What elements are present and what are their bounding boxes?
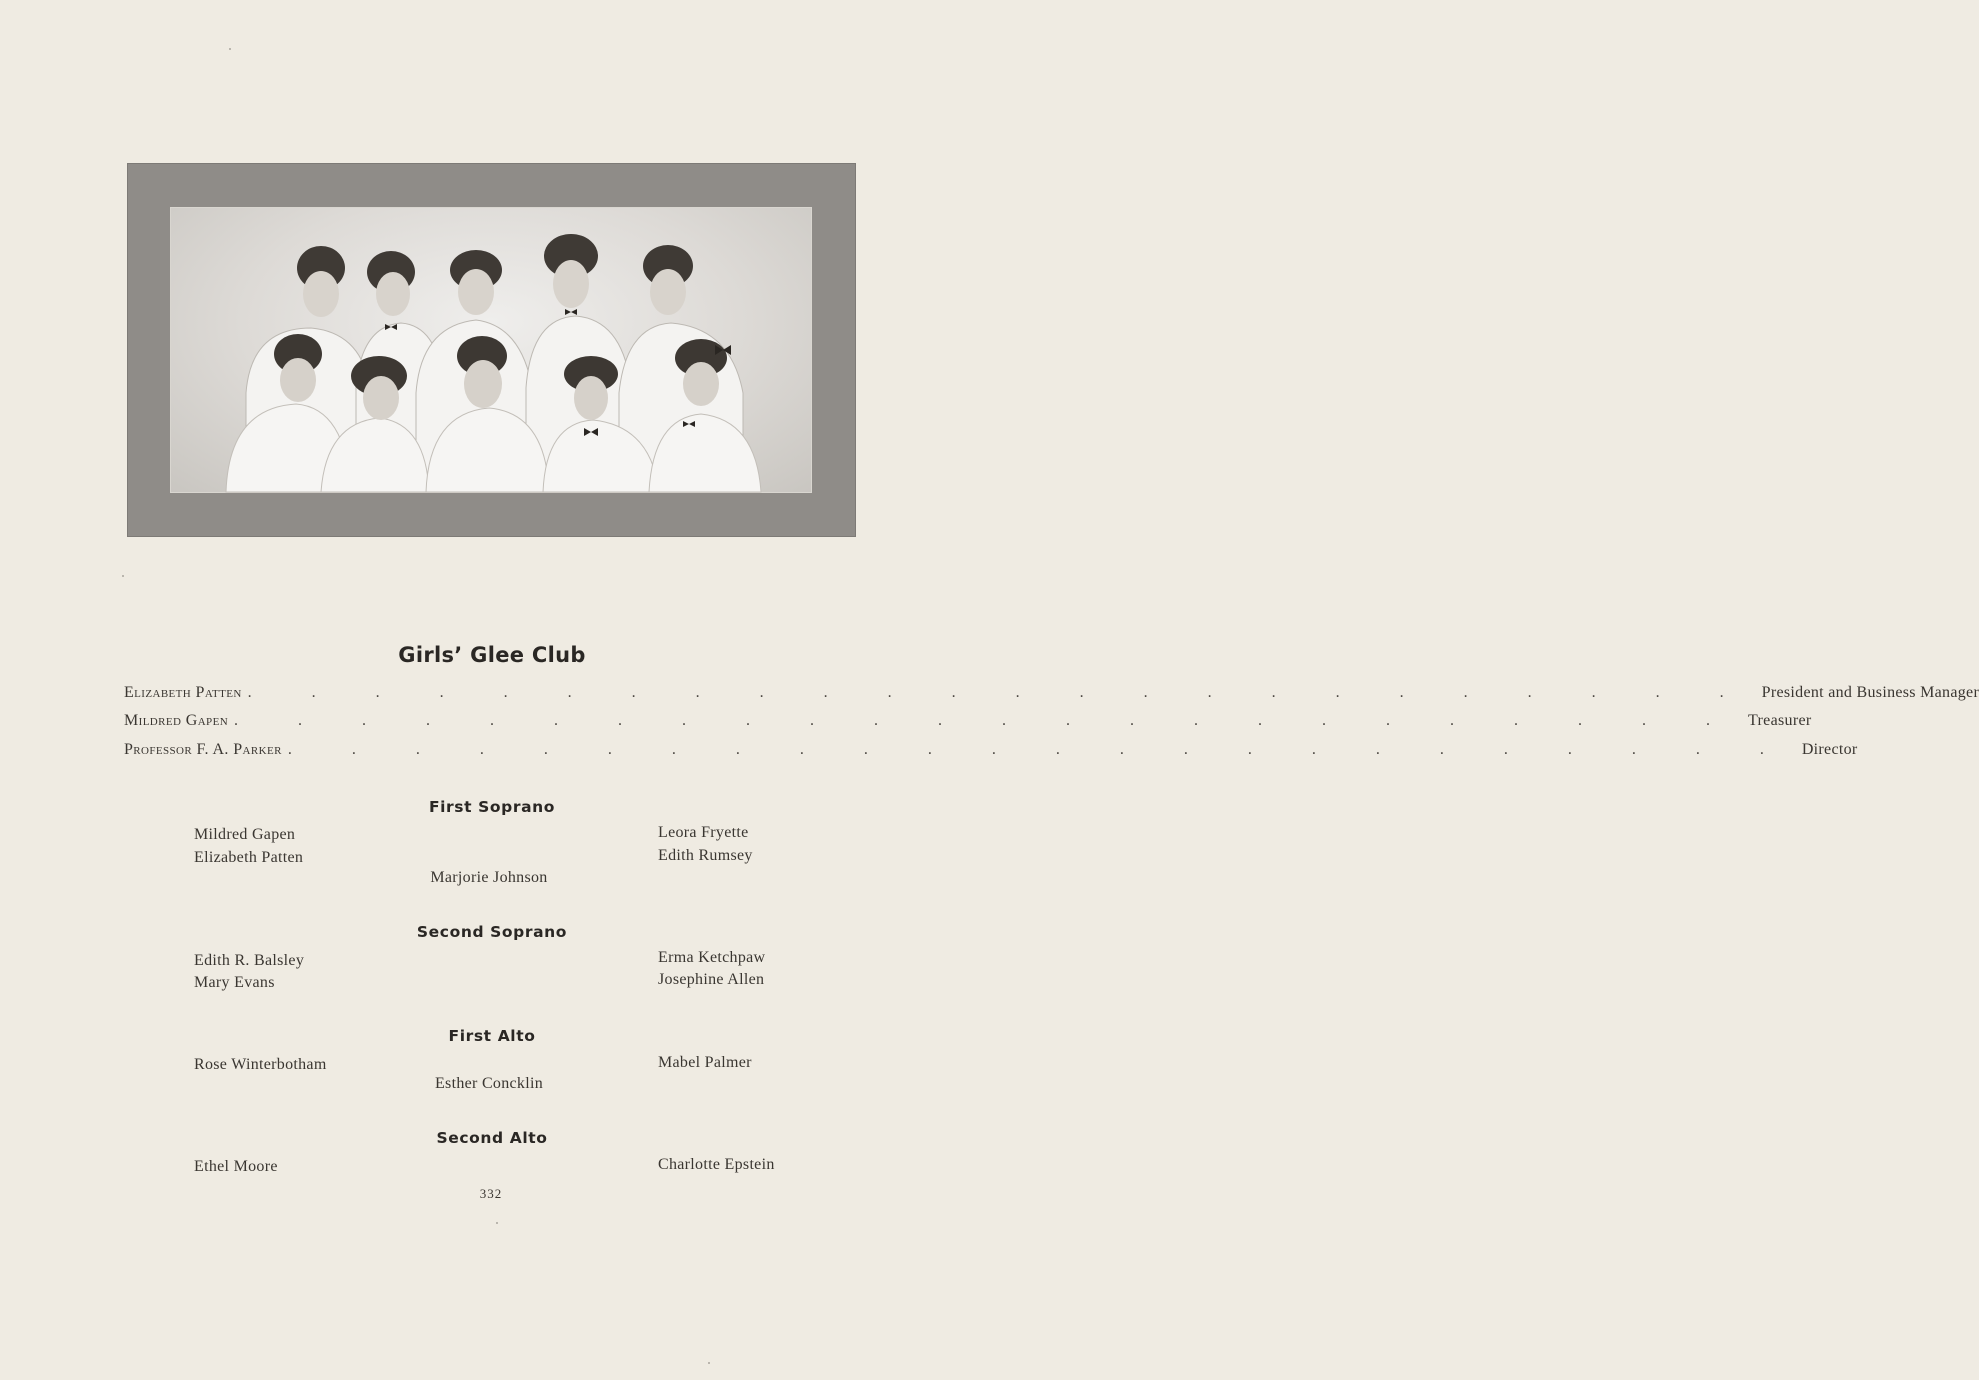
paper-speck [229,48,231,50]
dot-leader: . . . . . . . . . . . . . . . . . . . . . . . . [247,684,1752,701]
member-name: Leora Fryette [658,824,749,841]
officer-role: President and Business Manager [1761,684,1979,701]
member-name: Rose Winterbotham [194,1056,327,1073]
member-name: Ethel Moore [194,1158,278,1175]
officer-name: Elizabeth Patten [124,684,242,701]
member-name: Charlotte Epstein [658,1156,775,1173]
photo-mount [127,163,856,537]
dot-leader: . . . . . . . . . . . . . . . . . . . . . . . . [287,741,1792,758]
member-name: Mildred Gapen [194,826,296,843]
section-heading-first-alto: First Alto [448,1027,536,1045]
dot-leader: . . . . . . . . . . . . . . . . . . . . . . . . [234,712,1739,729]
paper-speck [496,1222,498,1224]
officer-role: Treasurer [1748,712,1812,729]
member-name: Josephine Allen [658,971,765,988]
member-name: Esther Concklin [434,1075,544,1092]
group-photograph [170,207,812,493]
officer-row [124,741,1858,763]
page-title: Girls’ Glee Club [398,643,586,667]
section-heading-second-soprano: Second Soprano [416,923,568,941]
paper-speck [122,575,124,577]
member-name: Edith R. Balsley [194,952,305,969]
page-number: 332 [479,1186,503,1201]
member-name: Elizabeth Patten [194,849,304,866]
officer-name: Mildred Gapen [124,712,229,729]
officer-role: Director [1801,741,1858,758]
member-name: Erma Ketchpaw [658,949,766,966]
officer-row [124,712,1812,734]
paper-speck [708,1362,710,1364]
officer-name: Professor F. A. Parker [124,741,282,758]
member-name: Mabel Palmer [658,1054,752,1071]
group-photo-illustration [171,208,811,492]
officer-row [124,684,1979,706]
member-name: Marjorie Johnson [430,869,548,886]
section-heading-first-soprano: First Soprano [428,798,556,816]
member-name: Mary Evans [194,974,275,991]
member-name: Edith Rumsey [658,847,753,864]
section-heading-second-alto: Second Alto [436,1129,548,1147]
